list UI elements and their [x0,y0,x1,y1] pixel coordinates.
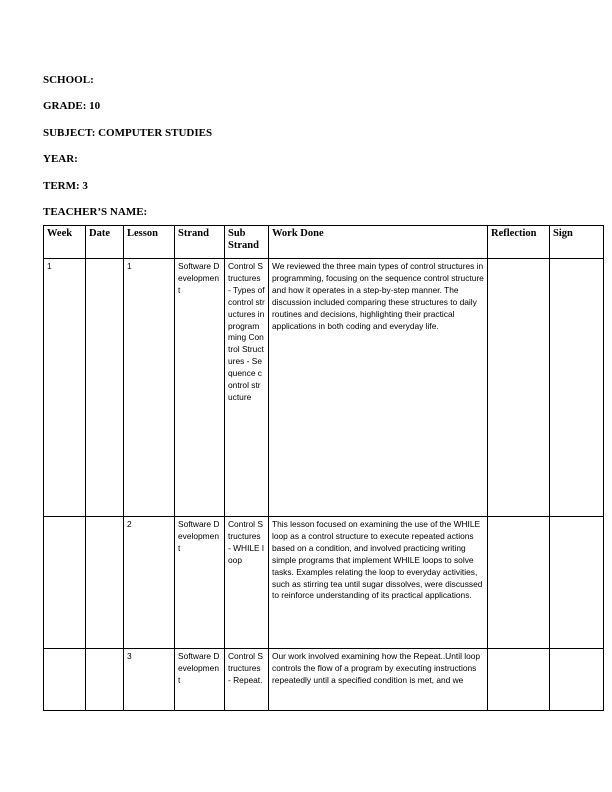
lesson-cell: 1 [124,259,175,517]
record-of-work-table [43,225,604,711]
column-header-reflection: Reflection [488,226,550,259]
week-cell [44,649,86,711]
lesson-cell: 2 [124,517,175,649]
sub-strand-cell: Control Structures - Repeat. [225,649,269,711]
work-done-cell: Our work involved examining how the Repeat..Until loop controls the flow of a program by executing instructions repeatedly until a specified condition is met, and we [269,649,488,711]
column-header-date: Date [86,226,124,259]
sign-cell [550,517,604,649]
subject-label: SUBJECT: COMPUTER STUDIES [43,126,213,139]
date-cell [86,259,124,517]
week-cell [44,517,86,649]
year-label: YEAR: [43,153,78,166]
reflection-cell [488,649,550,711]
table-row [44,649,604,711]
lesson-cell: 3 [124,649,175,711]
date-cell [86,649,124,711]
column-header-work-done: Work Done [269,226,488,259]
week-cell: 1 [44,259,86,517]
column-header-strand: Strand [175,226,225,259]
school-label: SCHOOL: [43,74,94,86]
sub-strand-cell: Control Structures - Types of control structures in programming Control Structures - Sequence control structure [225,259,269,517]
table-row [44,259,604,517]
work-done-cell: We reviewed the three main types of control structures in programming, focusing on the sequence control structure and how it operates in a step-by-step manner. The discussion included comparing these structures to daily routines and decisions, highlighting their practical applications in both coding and everyday life. [269,259,488,517]
date-cell [86,517,124,649]
strand-cell: Software Development [175,649,225,711]
strand-cell: Software Development [175,517,225,649]
work-done-cell: This lesson focused on examining the use of the WHILE loop as a control structure to execute repeated actions based on a condition, and involved practicing writing simple programs that implement WHILE loops to solve tasks. Examples relating the loop to everyday activities, such as stirring tea until sugar dissolves, were discussed to reinforce understanding of its practical applications. [269,517,488,649]
sign-cell [550,649,604,711]
table-header-row [44,226,604,259]
column-header-sub-strand: Sub Strand [225,226,269,259]
document-header [43,74,212,232]
strand-cell: Software Development [175,259,225,517]
sign-cell [550,259,604,517]
table-row [44,517,604,649]
grade-label: GRADE: 10 [43,100,101,113]
column-header-week: Week [44,226,86,259]
sub-strand-cell: Control Structures - WHILE loop [225,517,269,649]
reflection-cell [488,259,550,517]
teacher-name-label: TEACHER’S NAME: [43,205,148,218]
column-header-lesson: Lesson [124,226,175,259]
column-header-sign: Sign [550,226,604,259]
reflection-cell [488,517,550,649]
term-label: TERM: 3 [43,179,88,192]
